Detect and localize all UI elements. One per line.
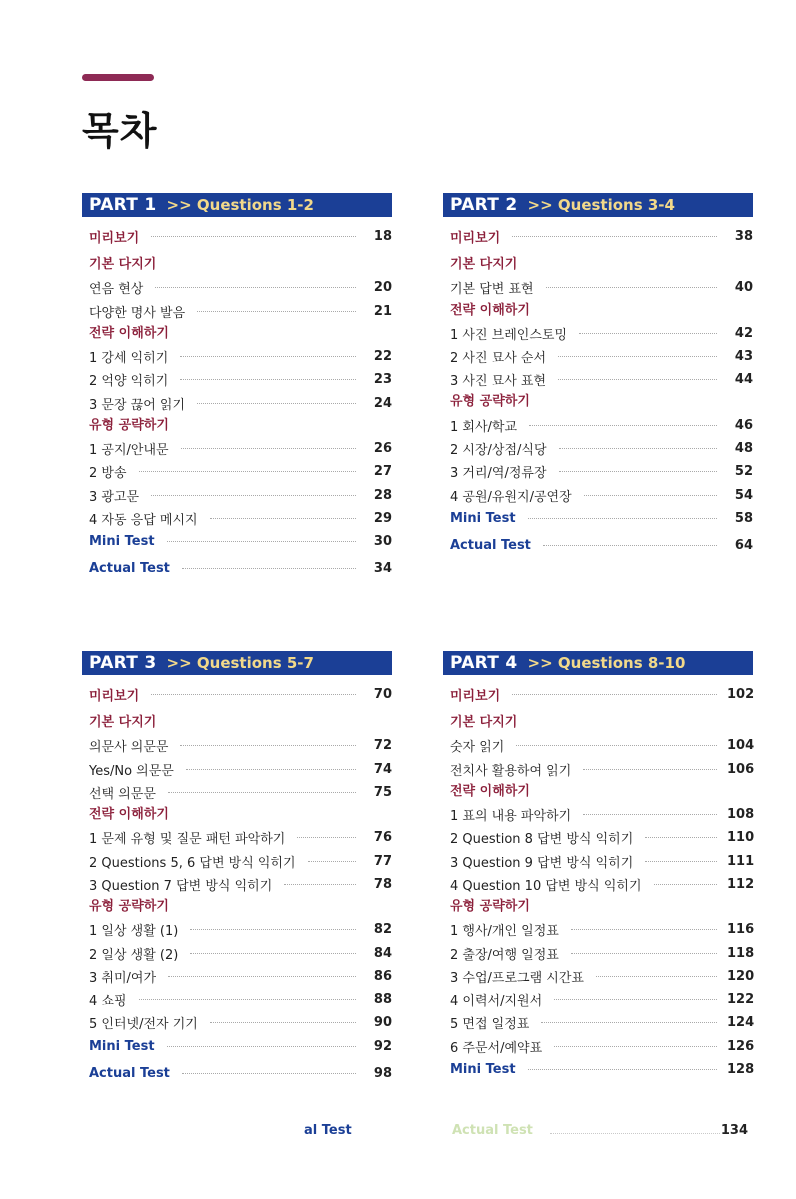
group-title: 전략 이해하기 bbox=[89, 325, 169, 341]
toc-entry bbox=[82, 1062, 392, 1085]
toc-leader-dots bbox=[168, 792, 356, 793]
toc-entry-label: 1 표의 내용 파악하기 bbox=[450, 809, 572, 825]
faint-entry-dots bbox=[550, 1133, 720, 1134]
toc-entry-label: 2 억양 익히기 bbox=[89, 374, 169, 390]
toc-leader-dots bbox=[559, 471, 717, 472]
toc-page-number: 120 bbox=[727, 968, 755, 984]
toc-entry bbox=[82, 557, 392, 580]
toc-entry-label: 3 문장 끊어 읽기 bbox=[89, 397, 186, 413]
toc-entry bbox=[82, 345, 392, 368]
toc-entry-label: 3 광고문 bbox=[89, 489, 140, 505]
toc-entry-label: 미리보기 bbox=[450, 689, 501, 705]
toc-page-number: 82 bbox=[373, 922, 392, 938]
part-1-items bbox=[82, 225, 392, 581]
toc-leader-dots bbox=[546, 287, 717, 288]
toc-entry bbox=[82, 873, 392, 896]
toc-leader-dots bbox=[529, 425, 717, 426]
toc-entry bbox=[82, 826, 392, 849]
part-3-header bbox=[82, 651, 392, 675]
toc-entry bbox=[443, 826, 753, 849]
toc-leader-dots bbox=[559, 448, 717, 449]
toc-page-number: 22 bbox=[373, 349, 392, 365]
toc-page-number: 34 bbox=[373, 561, 392, 577]
toc-leader-dots bbox=[151, 236, 356, 237]
toc-page-number: 128 bbox=[727, 1062, 755, 1077]
part-1-label: PART 1 bbox=[89, 195, 157, 215]
toc-entry-label: 3 수업/프로그램 시간표 bbox=[450, 970, 584, 986]
toc-entry bbox=[82, 276, 392, 299]
toc-leader-dots bbox=[571, 953, 717, 954]
toc-entry-label: 4 Question 10 답변 방식 익히기 bbox=[450, 878, 642, 894]
group-title: 기본 다지기 bbox=[450, 257, 518, 273]
toc-entry bbox=[82, 918, 392, 941]
toc-entry-label: 2 일상 생활 (2) bbox=[89, 947, 179, 963]
toc-entry bbox=[443, 1011, 753, 1034]
toc-page-number: 27 bbox=[373, 464, 392, 480]
toc-leader-dots bbox=[571, 929, 717, 930]
toc-entry-label: 2 방송 bbox=[89, 466, 127, 482]
toc-page-number: 23 bbox=[373, 372, 392, 388]
toc-entry bbox=[82, 781, 392, 804]
toc-leader-dots bbox=[583, 814, 717, 815]
toc-entry bbox=[443, 1035, 753, 1058]
part-1-header bbox=[82, 193, 392, 217]
toc-entry-label: 선택 의문문 bbox=[89, 787, 156, 803]
toc-leader-dots bbox=[579, 333, 717, 334]
toc-entry bbox=[443, 460, 753, 483]
toc-leader-dots bbox=[297, 837, 356, 838]
toc-entry-label: 전치사 활용하여 읽기 bbox=[450, 763, 572, 779]
toc-leader-dots bbox=[139, 999, 356, 1000]
toc-leader-dots bbox=[190, 953, 356, 954]
toc-entry bbox=[443, 534, 753, 557]
page-title: 목차 bbox=[82, 109, 158, 153]
faint-entry-page: 134 bbox=[720, 1123, 748, 1138]
toc-entry bbox=[82, 941, 392, 964]
toc-entry bbox=[82, 507, 392, 530]
toc-entry bbox=[82, 368, 392, 391]
toc-entry-label: 미리보기 bbox=[89, 231, 140, 247]
toc-page-number: 21 bbox=[373, 303, 392, 319]
toc-page-number: 75 bbox=[373, 785, 392, 801]
toc-entry-label: 기본 답변 표현 bbox=[450, 282, 534, 298]
toc-leader-dots bbox=[645, 861, 717, 862]
toc-entry bbox=[443, 734, 753, 757]
toc-entry-label: 4 이력서/지원서 bbox=[450, 994, 543, 1010]
toc-entry-label: 4 공원/유원지/공연장 bbox=[450, 489, 572, 505]
toc-leader-dots bbox=[186, 769, 356, 770]
toc-leader-dots bbox=[543, 545, 717, 546]
toc-page-number: 110 bbox=[727, 830, 755, 846]
toc-entry bbox=[443, 988, 753, 1011]
toc-leader-dots bbox=[197, 403, 356, 404]
part-3-items bbox=[82, 683, 392, 1085]
toc-entry-label: 4 쇼핑 bbox=[89, 994, 127, 1010]
toc-page-number: 76 bbox=[373, 830, 392, 846]
toc-page-number: 84 bbox=[373, 945, 392, 961]
toc-entry-label: Mini Test bbox=[89, 534, 155, 550]
toc-entry bbox=[82, 734, 392, 757]
toc-page-number: 18 bbox=[373, 229, 392, 245]
toc-page-number: 92 bbox=[373, 1038, 392, 1054]
toc-leader-dots bbox=[180, 745, 356, 746]
toc-entry-label: 4 자동 응답 메시지 bbox=[89, 512, 198, 528]
toc-entry bbox=[443, 803, 753, 826]
toc-entry bbox=[443, 225, 753, 248]
toc-entry-label: 다양한 명사 발음 bbox=[89, 305, 186, 321]
toc-leader-dots bbox=[151, 495, 356, 496]
toc-entry-label: 미리보기 bbox=[89, 689, 140, 705]
toc-page-number: 124 bbox=[727, 1015, 755, 1031]
toc-page-number: 74 bbox=[373, 761, 392, 777]
toc-leader-dots bbox=[181, 448, 356, 449]
toc-entry bbox=[82, 391, 392, 414]
toc-page-number: 122 bbox=[727, 992, 755, 1008]
toc-entry bbox=[443, 413, 753, 436]
toc-entry-label: 1 사진 브레인스토밍 bbox=[450, 327, 567, 343]
toc-leader-dots bbox=[583, 769, 717, 770]
toc-entry bbox=[82, 849, 392, 872]
toc-entry-label: 1 문제 유형 및 질문 패턴 파악하기 bbox=[89, 832, 286, 848]
title-accent-bar bbox=[82, 74, 154, 81]
part-4-section bbox=[443, 651, 753, 1081]
toc-page-number: 88 bbox=[373, 992, 392, 1008]
toc-page-number: 104 bbox=[727, 738, 755, 754]
toc-page-number: 52 bbox=[734, 464, 753, 480]
toc-page-number: 70 bbox=[373, 687, 392, 703]
toc-entry-label: 2 Question 8 답변 방식 익히기 bbox=[450, 832, 634, 848]
toc-entry bbox=[443, 873, 753, 896]
toc-leader-dots bbox=[210, 518, 356, 519]
toc-entry bbox=[443, 507, 753, 530]
toc-entry-label: 6 주문서/예약표 bbox=[450, 1040, 543, 1056]
toc-leader-dots bbox=[554, 1046, 717, 1047]
toc-entry-label: Actual Test bbox=[89, 561, 170, 577]
toc-entry bbox=[82, 460, 392, 483]
toc-entry bbox=[82, 988, 392, 1011]
toc-page-number: 77 bbox=[373, 853, 392, 869]
toc-leader-dots bbox=[151, 694, 356, 695]
toc-entry-label: 1 공지/안내문 bbox=[89, 442, 169, 458]
toc-entry-label: Yes/No 의문문 bbox=[89, 763, 174, 779]
toc-entry-label: 3 취미/여가 bbox=[89, 970, 157, 986]
part-2-section bbox=[443, 193, 753, 557]
toc-page-number: 44 bbox=[734, 372, 753, 388]
toc-page-number: 72 bbox=[373, 738, 392, 754]
toc-page-number: 108 bbox=[727, 807, 755, 823]
group-title: 유형 공략하기 bbox=[450, 899, 530, 915]
toc-entry bbox=[82, 300, 392, 323]
toc-entry bbox=[443, 1058, 753, 1081]
toc-entry bbox=[82, 965, 392, 988]
toc-page-number: 78 bbox=[373, 876, 392, 892]
toc-leader-dots bbox=[528, 518, 717, 519]
stray-text-fragment: al Test bbox=[304, 1123, 352, 1138]
part-1-section bbox=[82, 193, 392, 581]
toc-entry-label: 연음 현상 bbox=[89, 282, 144, 298]
toc-leader-dots bbox=[167, 1046, 356, 1047]
toc-entry bbox=[82, 758, 392, 781]
toc-entry bbox=[443, 368, 753, 391]
toc-entry-label: 1 회사/학교 bbox=[450, 419, 518, 435]
toc-entry bbox=[443, 345, 753, 368]
toc-page-number: 102 bbox=[727, 687, 755, 703]
toc-entry-label: Mini Test bbox=[89, 1038, 155, 1054]
toc-entry-label: Mini Test bbox=[450, 1062, 516, 1077]
toc-entry bbox=[82, 437, 392, 460]
toc-page-number: 38 bbox=[734, 229, 753, 245]
group-title: 기본 다지기 bbox=[89, 715, 157, 731]
toc-entry-label: Actual Test bbox=[450, 538, 531, 554]
toc-page-number: 98 bbox=[373, 1066, 392, 1081]
group-title: 전략 이해하기 bbox=[450, 302, 530, 318]
group-title: 전략 이해하기 bbox=[89, 807, 169, 823]
toc-leader-dots bbox=[541, 1022, 717, 1023]
toc-leader-dots bbox=[516, 745, 717, 746]
toc-entry-label: 3 Question 7 답변 방식 익히기 bbox=[89, 878, 273, 894]
toc-entry bbox=[443, 849, 753, 872]
toc-entry-label: 2 사진 묘사 순서 bbox=[450, 351, 547, 367]
group-title: 기본 다지기 bbox=[89, 257, 157, 273]
toc-leader-dots bbox=[512, 694, 717, 695]
toc-entry-label: 숫자 읽기 bbox=[450, 740, 505, 756]
toc-entry bbox=[443, 918, 753, 941]
toc-page-number: 58 bbox=[734, 510, 753, 526]
toc-entry bbox=[82, 483, 392, 506]
toc-page-number: 106 bbox=[727, 761, 755, 777]
toc-entry bbox=[82, 1035, 392, 1058]
toc-entry-label: 2 시장/상점/식당 bbox=[450, 442, 547, 458]
part-4-header bbox=[443, 651, 753, 675]
toc-leader-dots bbox=[528, 1069, 717, 1070]
group-title: 기본 다지기 bbox=[450, 715, 518, 731]
toc-entry bbox=[443, 941, 753, 964]
toc-leader-dots bbox=[180, 356, 356, 357]
part-2-items bbox=[443, 225, 753, 557]
toc-entry bbox=[443, 483, 753, 506]
toc-page-number: 116 bbox=[727, 922, 755, 938]
toc-entry bbox=[443, 276, 753, 299]
toc-leader-dots bbox=[180, 379, 356, 380]
toc-entry-label: 의문사 의문문 bbox=[89, 740, 169, 756]
toc-leader-dots bbox=[197, 311, 356, 312]
toc-leader-dots bbox=[168, 976, 356, 977]
group-title: 유형 공략하기 bbox=[89, 899, 169, 915]
toc-entry bbox=[443, 965, 753, 988]
toc-page-number: 29 bbox=[373, 510, 392, 526]
toc-entry bbox=[443, 683, 753, 706]
toc-page-number: 112 bbox=[727, 876, 755, 892]
toc-page-number: 54 bbox=[734, 487, 753, 503]
toc-entry-label: 미리보기 bbox=[450, 231, 501, 247]
part-4-label: PART 4 bbox=[450, 653, 518, 673]
part-3-section bbox=[82, 651, 392, 1085]
toc-page-number: 30 bbox=[373, 534, 392, 550]
toc-page-number: 26 bbox=[373, 440, 392, 456]
toc-leader-dots bbox=[596, 976, 717, 977]
toc-entry-label: 3 거리/역/정류장 bbox=[450, 466, 547, 482]
toc-entry-label: 2 출장/여행 일정표 bbox=[450, 947, 559, 963]
toc-leader-dots bbox=[558, 379, 717, 380]
toc-entry-label: 1 일상 생활 (1) bbox=[89, 924, 179, 940]
toc-entry bbox=[443, 437, 753, 460]
toc-leader-dots bbox=[182, 1073, 356, 1074]
toc-entry-label: 3 Question 9 답변 방식 익히기 bbox=[450, 855, 634, 871]
toc-leader-dots bbox=[182, 568, 356, 569]
toc-page-number: 43 bbox=[734, 349, 753, 365]
toc-page-number: 20 bbox=[373, 280, 392, 296]
faint-entry-label: Actual Test bbox=[452, 1123, 533, 1138]
toc-page-number: 64 bbox=[734, 538, 753, 554]
part-2-header bbox=[443, 193, 753, 217]
toc-page-number: 42 bbox=[734, 325, 753, 341]
group-title: 유형 공략하기 bbox=[450, 394, 530, 410]
toc-page-number: 118 bbox=[727, 945, 755, 961]
toc-entry bbox=[82, 1011, 392, 1034]
toc-entry-label: 1 강세 익히기 bbox=[89, 351, 169, 367]
group-title: 전략 이해하기 bbox=[450, 783, 530, 799]
toc-leader-dots bbox=[645, 837, 717, 838]
toc-leader-dots bbox=[155, 287, 356, 288]
toc-leader-dots bbox=[558, 356, 717, 357]
toc-page-number: 28 bbox=[373, 487, 392, 503]
toc-entry bbox=[82, 683, 392, 706]
toc-leader-dots bbox=[210, 1022, 356, 1023]
toc-page-number: 40 bbox=[734, 280, 753, 296]
toc-entry-label: Mini Test bbox=[450, 510, 516, 526]
toc-page-number: 48 bbox=[734, 440, 753, 456]
toc-leader-dots bbox=[554, 999, 717, 1000]
toc-entry-label: 2 Questions 5, 6 답변 방식 익히기 bbox=[89, 855, 296, 871]
toc-page-number: 126 bbox=[727, 1038, 755, 1054]
toc-entry-label: 1 행사/개인 일정표 bbox=[450, 924, 559, 940]
part-2-label: PART 2 bbox=[450, 195, 518, 215]
part-4-questions: >> Questions 8-10 bbox=[527, 654, 686, 672]
toc-leader-dots bbox=[139, 471, 356, 472]
toc-page-number: 46 bbox=[734, 417, 753, 433]
toc-entry bbox=[82, 530, 392, 553]
toc-page-number: 24 bbox=[373, 395, 392, 411]
toc-leader-dots bbox=[308, 861, 356, 862]
toc-entry bbox=[443, 758, 753, 781]
toc-leader-dots bbox=[512, 236, 717, 237]
toc-entry bbox=[82, 225, 392, 248]
group-title: 유형 공략하기 bbox=[89, 417, 169, 433]
part-2-questions: >> Questions 3-4 bbox=[527, 196, 675, 214]
part-3-questions: >> Questions 5-7 bbox=[166, 654, 314, 672]
toc-leader-dots bbox=[284, 884, 356, 885]
toc-leader-dots bbox=[190, 929, 356, 930]
toc-entry-label: 5 면접 일정표 bbox=[450, 1017, 530, 1033]
part-1-questions: >> Questions 1-2 bbox=[166, 196, 314, 214]
toc-page-number: 86 bbox=[373, 968, 392, 984]
toc-leader-dots bbox=[167, 541, 356, 542]
toc-entry-label: Actual Test bbox=[89, 1066, 170, 1081]
toc-page-number: 90 bbox=[373, 1015, 392, 1031]
part-4-items bbox=[443, 683, 753, 1081]
toc-entry bbox=[443, 322, 753, 345]
toc-leader-dots bbox=[584, 495, 717, 496]
toc-entry-label: 3 사진 묘사 표현 bbox=[450, 374, 547, 390]
toc-page-number: 111 bbox=[727, 853, 755, 869]
toc-entry-label: 5 인터넷/전자 기기 bbox=[89, 1017, 198, 1033]
toc-leader-dots bbox=[654, 884, 717, 885]
part-3-label: PART 3 bbox=[89, 653, 157, 673]
